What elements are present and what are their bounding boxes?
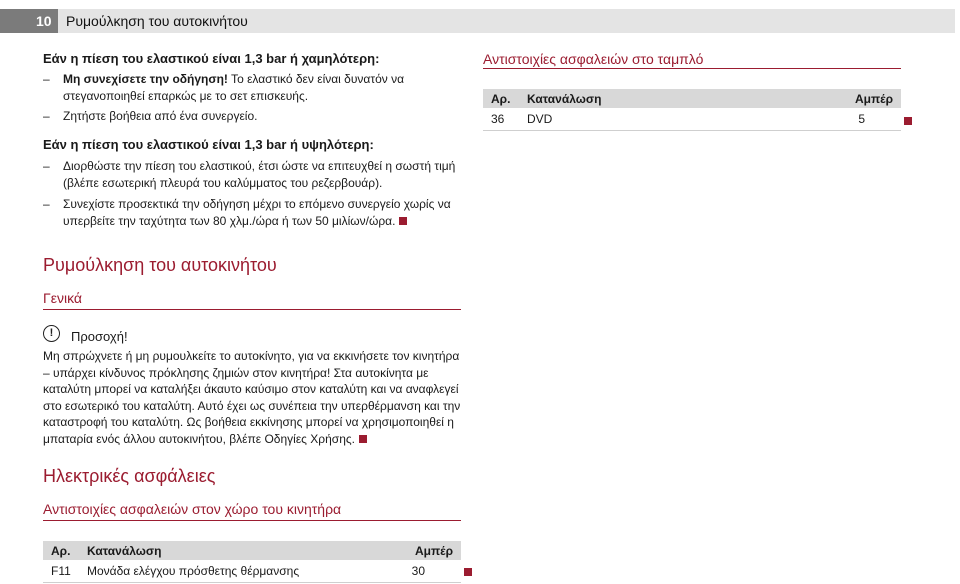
warning-text [43, 348, 463, 447]
item-text: Διορθώστε την πίεση του ελαστικού, έτσι ώστε να επιτευχθεί η σωστή τιμή (βλέπε εσωτερική πλευρά του καλύμματος του ρεζερβουάρ). [63, 159, 456, 190]
dash-marker: – [43, 72, 50, 86]
dash-marker: – [43, 197, 50, 211]
list-item [43, 108, 463, 125]
col-header-amps: Αμπέρ [831, 89, 901, 108]
end-marker-icon [464, 568, 472, 576]
col-header-no: Αρ. [43, 541, 79, 560]
page-number: 10 [0, 9, 58, 33]
fuse-consumer: DVD [519, 108, 831, 130]
engine-fuse-table-title: Αντιστοιχίες ασφαλειών στον χώρο του κινητήρα [43, 501, 342, 517]
fuse-amps: 5 [831, 108, 901, 130]
list-item [43, 158, 463, 191]
fuse-amps: 30 [391, 560, 461, 582]
warning-icon: ! [43, 325, 60, 342]
end-marker-icon [904, 117, 912, 125]
table-header-row [43, 541, 461, 560]
general-subtitle: Γενικά [43, 290, 82, 306]
item-text: Το ελαστικό δεν είναι δυνατόν να στεγανοποιηθεί επαρκώς με το σετ επισκευής. [63, 72, 405, 103]
engine-fuse-table [43, 541, 461, 583]
section-divider [43, 520, 461, 521]
towing-section-title: Ρυμούλκηση του αυτοκινήτου [43, 255, 277, 275]
list-item [43, 196, 463, 229]
low-pressure-heading: Εάν η πίεση του ελαστικού είναι 1,3 bar ή χαμηλότερη: [43, 51, 380, 66]
list-item [43, 71, 463, 104]
end-marker-icon [399, 217, 407, 225]
col-header-consumer: Κατανάλωση [519, 89, 831, 108]
dash-fuse-table-title: Αντιστοιχίες ασφαλειών στο ταμπλό [483, 51, 704, 67]
end-marker-icon [359, 435, 367, 443]
section-divider [483, 68, 901, 69]
stop-driving-text: Μη συνεχίσετε την οδήγηση! [63, 72, 228, 86]
warning-body: Μη σπρώχνετε ή μη ρυμουλκείτε το αυτοκίνητο, για να εκκινήσετε τον κινητήρα – υπάρχει κίνδυνος πρόκλησης ζημιών στον κινητήρα! Στα αυτοκίνητα με καταλύτη μπορεί να καταλήξει άκαυτο καύσιμο στον καταλύτη και να αναφλεγεί στο εσωτερικό του καταλύτη. Αυτό έχει ως συνέπεια την υπερθέρμανση και την καταστροφή του καταλύτη. Ως βοήθεια εκκίνησης μπορεί να χρησιμοποιηθεί η μπαταρία ενός άλλου αυτοκινήτου, βλέπε Οδηγίες Χρήσης. [43, 349, 461, 446]
col-header-no: Αρ. [483, 89, 519, 108]
table-header-row [483, 89, 901, 108]
warning-title: Προσοχή! [71, 329, 128, 344]
fuse-number: F11 [43, 560, 79, 582]
page-header [0, 9, 955, 33]
dash-marker: – [43, 109, 50, 123]
running-title: Ρυμούλκηση του αυτοκινήτου [66, 13, 248, 29]
section-divider [43, 309, 461, 310]
col-header-amps: Αμπέρ [391, 541, 461, 560]
dash-fuse-table [483, 89, 901, 131]
fuse-consumer: Μονάδα ελέγχου πρόσθετης θέρμανσης [79, 560, 391, 582]
item-text: Συνεχίστε προσεκτικά την οδήγηση μέχρι το επόμενο συνεργείο χωρίς να υπερβείτε την ταχύτητα των 80 χλμ./ώρα ή των 50 μιλίων/ώρα. [63, 197, 451, 228]
electrical-fuses-title: Ηλεκτρικές ασφάλειες [43, 466, 216, 486]
table-row [43, 560, 461, 582]
fuse-number: 36 [483, 108, 519, 130]
col-header-consumer: Κατανάλωση [79, 541, 391, 560]
dash-marker: – [43, 159, 50, 173]
table-row [483, 108, 901, 130]
high-pressure-heading: Εάν η πίεση του ελαστικού είναι 1,3 bar ή υψηλότερη: [43, 137, 374, 152]
item-text: Ζητήστε βοήθεια από ένα συνεργείο. [63, 109, 258, 123]
